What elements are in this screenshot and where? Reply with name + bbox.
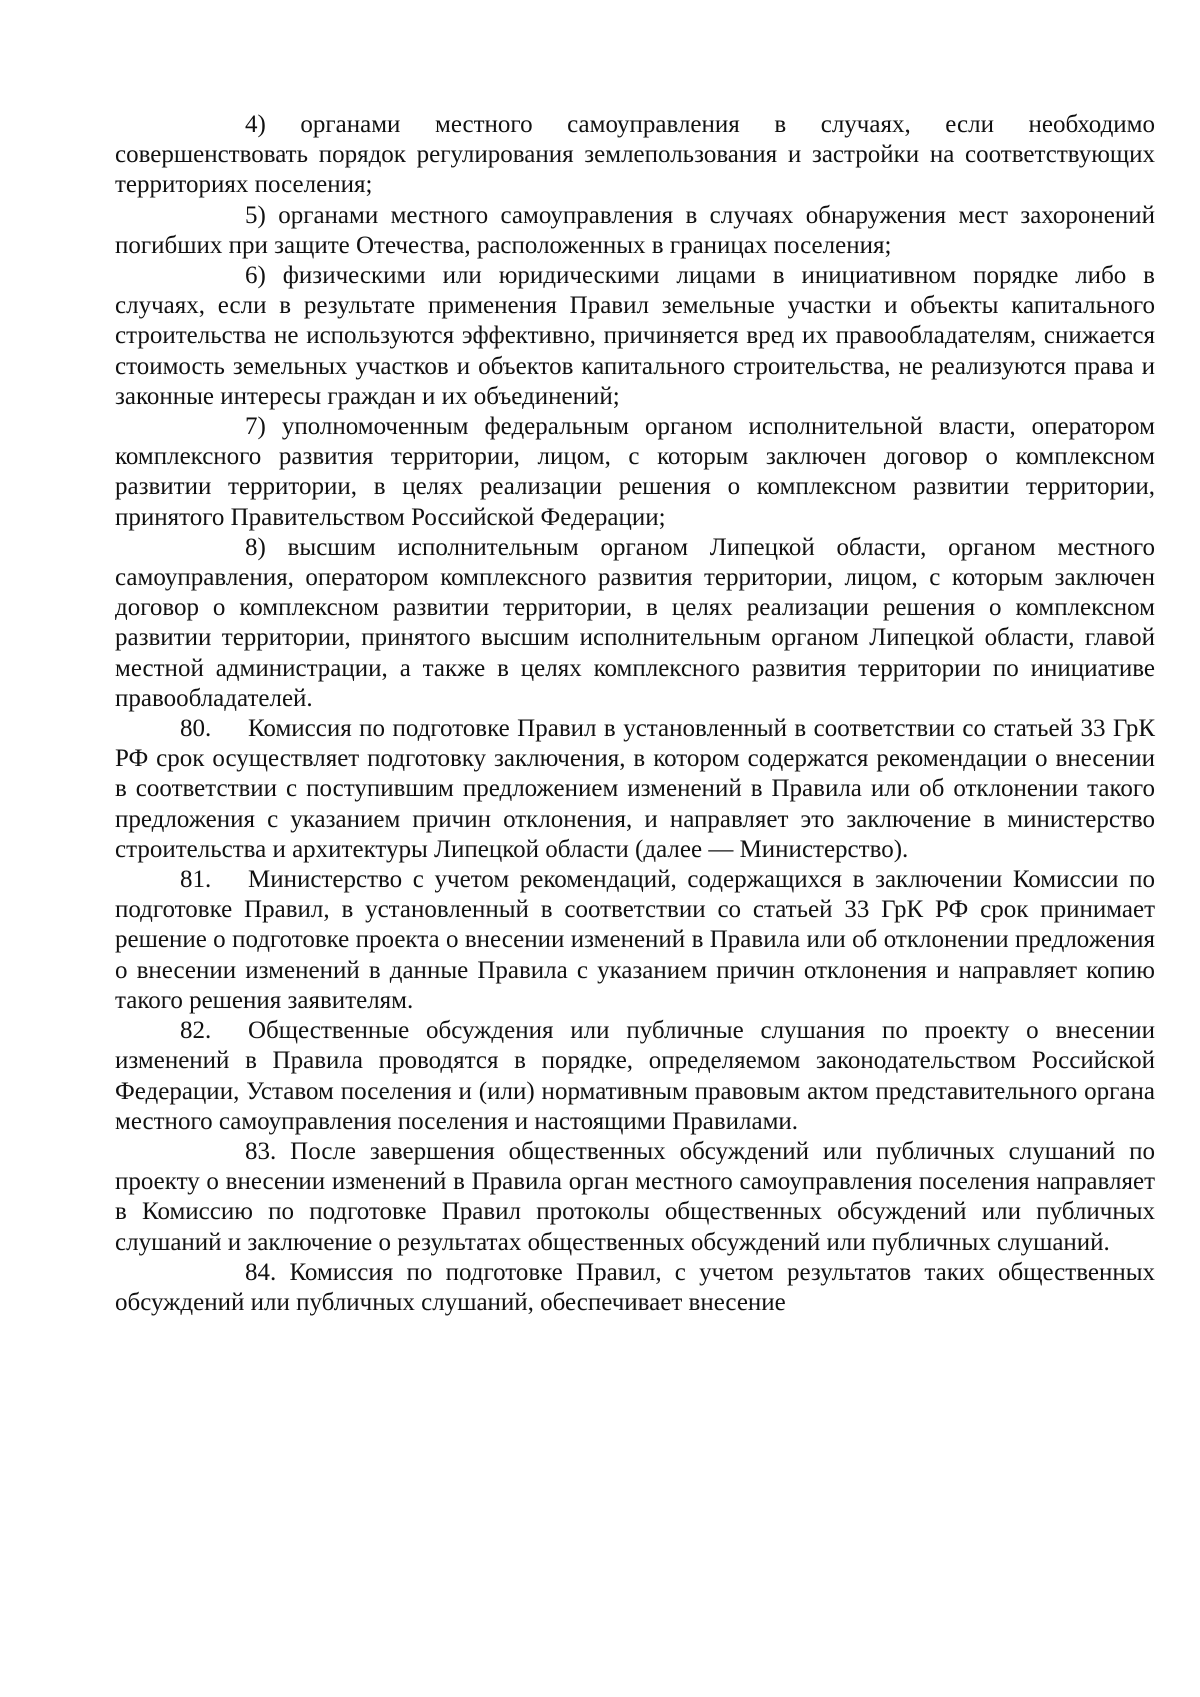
paragraph-83 — [115, 1137, 1155, 1258]
paragraph-84 — [115, 1258, 1155, 1318]
paragraph-text: органами местного самоуправления в случаях обнаружения мест захоронений погибших при защите Отечества, расположенных в границах поселения; — [115, 201, 1155, 259]
paragraph-text: Министерство с учетом рекомендаций, содержащихся в заключении Комиссии по подготовке Правил, в установленный в соответствии со статьей 33 ГрК РФ срок принимает решение о подготовке проекта о внесении изменений в Правила или об отклонении предложения о внесении изменений в данные Правила с указанием причин отклонения и направляет копию такого решения заявителям. — [115, 866, 1155, 1014]
item-number: 82. — [180, 1017, 212, 1045]
paragraph-item-6 — [115, 261, 1155, 412]
paragraph-item-4 — [115, 110, 1155, 201]
paragraph-item-5 — [115, 201, 1155, 261]
item-number: 8) — [245, 533, 266, 561]
paragraph-text: Комиссия по подготовке Правил в установленный в соответствии со статьей 33 ГрК РФ срок осуществляет подготовку заключения, в котором содержатся рекомендации о внесении в соответствии с поступившим предложением изменений в Правила или об отклонении такого предложения с указанием причин отклонения, и направляет это заключение в министерство строительства и архитектуры Липецкой области (далее — Министерство). — [115, 715, 1155, 863]
item-number: 81. — [180, 866, 212, 894]
paragraph-text: Общественные обсуждения или публичные слушания по проекту о внесении изменений в Правила проводятся в порядке, определяемом законодательством Российской Федерации, Уставом поселения и (или) нормативным правовым актом представительного органа местного самоуправления поселения и настоящими Правилами. — [115, 1017, 1155, 1135]
paragraph-82 — [115, 1016, 1155, 1137]
item-number: 6) — [245, 262, 266, 290]
item-number: 83. — [245, 1137, 277, 1165]
paragraph-81 — [115, 865, 1155, 1016]
paragraph-text: органами местного самоуправления в случаях, если необходимо совершенствовать порядок регулирования землепользования и застройки на соответствующих территориях поселения; — [115, 111, 1156, 199]
paragraph-item-8 — [115, 533, 1155, 714]
paragraph-item-7 — [115, 412, 1155, 533]
paragraph-80 — [115, 714, 1155, 865]
paragraph-text: высшим исполнительным органом Липецкой области, органом местного самоуправления, оператором комплексного развития территории, лицом, с которым заключен договор о комплексном развитии территории, в целях реализации решения о комплексном развитии территории, принятого высшим исполнительным органом Липецкой области, главой местной администрации, а также в целях комплексного развития территории по инициативе правообладателей. — [115, 533, 1156, 712]
paragraph-text: После завершения общественных обсуждений или публичных слушаний по проекту о внесении изменений в Правила орган местного самоуправления поселения направляет в Комиссию по подготовке Правил протоколы общественных обсуждений или публичных слушаний и заключение о результатах общественных обсуждений или публичных слушаний. — [115, 1137, 1155, 1256]
item-number: 5) — [245, 201, 266, 229]
paragraph-text: Комиссия по подготовке Правил, с учетом результатов таких общественных обсуждений или публичных слушаний, обеспечивает внесение — [115, 1258, 1155, 1316]
item-number: 7) — [245, 413, 266, 441]
item-number: 80. — [180, 715, 212, 743]
document-page — [115, 110, 1155, 1318]
paragraph-text: уполномоченным федеральным органом исполнительной власти, оператором комплексного развития территории, лицом, с которым заключен договор о комплексном развитии территории, в целях реализации решения о комплексном развитии территории, принятого Правительством Российской Федерации; — [115, 413, 1155, 531]
paragraph-text: физическими или юридическими лицами в инициативном порядке либо в случаях, если в результате применения Правил земельные участки и объекты капитального строительства не используются эффективно, причиняется вред их правообладателям, снижается стоимость земельных участков и объектов капитального строительства, не реализуются права и законные интересы граждан и их объединений; — [115, 262, 1155, 410]
item-number: 84. — [245, 1258, 277, 1286]
item-number: 4) — [245, 111, 266, 138]
